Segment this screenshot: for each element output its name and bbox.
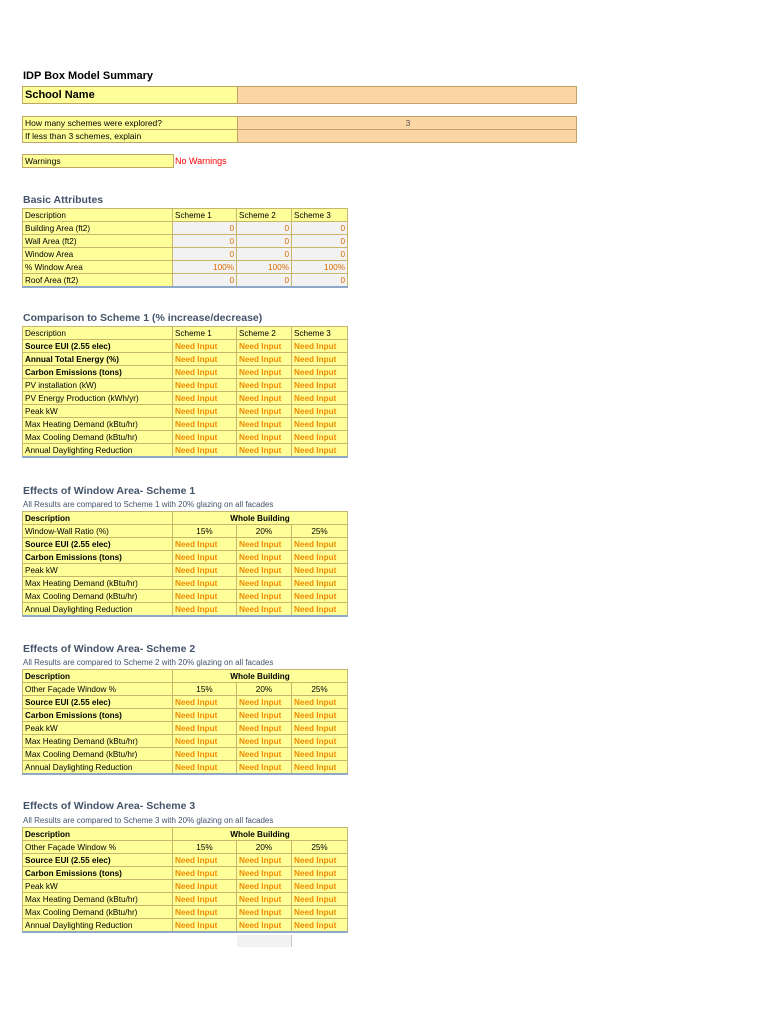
need-input-cell[interactable]: Need Input xyxy=(292,906,348,919)
need-input-cell[interactable]: Need Input xyxy=(173,551,237,564)
row-label: Carbon Emissions (tons) xyxy=(23,709,173,722)
need-input-cell[interactable]: Need Input xyxy=(237,906,292,919)
need-input-cell[interactable]: Need Input xyxy=(237,418,292,431)
need-input-cell[interactable]: Need Input xyxy=(173,538,237,551)
table-row xyxy=(23,722,348,735)
need-input-cell[interactable]: Need Input xyxy=(292,551,348,564)
table-row xyxy=(23,880,348,893)
need-input-cell[interactable]: Need Input xyxy=(237,431,292,444)
row-label: Annual Daylighting Reduction xyxy=(23,919,173,933)
value-cell[interactable]: 0 xyxy=(173,235,237,248)
need-input-cell[interactable]: Need Input xyxy=(173,880,237,893)
need-input-cell[interactable]: Need Input xyxy=(173,577,237,590)
row-label: Other Façade Window % xyxy=(23,841,173,854)
column-header: Description xyxy=(23,670,173,683)
need-input-cell[interactable]: Need Input xyxy=(173,366,237,379)
need-input-cell[interactable]: Need Input xyxy=(292,854,348,867)
need-input-cell[interactable]: Need Input xyxy=(237,735,292,748)
table-row xyxy=(23,551,348,564)
need-input-cell[interactable]: Need Input xyxy=(292,538,348,551)
table-row xyxy=(23,235,348,248)
need-input-cell[interactable]: Need Input xyxy=(173,761,237,775)
need-input-cell[interactable]: Need Input xyxy=(237,551,292,564)
need-input-cell[interactable]: Need Input xyxy=(292,340,348,353)
comparison-table xyxy=(22,326,348,458)
need-input-cell[interactable]: Need Input xyxy=(173,696,237,709)
need-input-cell[interactable]: Need Input xyxy=(237,748,292,761)
table-row xyxy=(23,379,348,392)
row-label: Annual Daylighting Reduction xyxy=(23,444,173,458)
table-row xyxy=(23,222,348,235)
table-row xyxy=(23,353,348,366)
table-row xyxy=(23,893,348,906)
row-label: Window-Wall Ratio (%) xyxy=(23,525,173,538)
need-input-cell[interactable]: Need Input xyxy=(237,603,292,617)
column-header: Description xyxy=(23,327,173,340)
row-label: Max Cooling Demand (kBtu/hr) xyxy=(23,590,173,603)
value-cell[interactable]: 0 xyxy=(292,222,348,235)
row-label: Max Cooling Demand (kBtu/hr) xyxy=(23,906,173,919)
row-label: PV installation (kW) xyxy=(23,379,173,392)
row-label: Source EUI (2.55 elec) xyxy=(23,538,173,551)
row-label: Peak kW xyxy=(23,405,173,418)
need-input-cell[interactable]: Need Input xyxy=(292,603,348,617)
row-label: Max Heating Demand (kBtu/hr) xyxy=(23,893,173,906)
page-title: IDP Box Model Summary xyxy=(23,70,153,82)
window-scheme-3-subtitle: All Results are compared to Scheme 3 with 20% glazing on all facades xyxy=(23,816,274,825)
value-cell[interactable]: 0 xyxy=(292,248,348,261)
value-cell[interactable]: 0 xyxy=(237,248,292,261)
school-name-input[interactable] xyxy=(237,86,577,104)
explain-label: If less than 3 schemes, explain xyxy=(22,129,238,143)
table-row xyxy=(23,274,348,288)
row-label: Carbon Emissions (tons) xyxy=(23,867,173,880)
value-cell[interactable]: 0 xyxy=(173,222,237,235)
need-input-cell[interactable]: Need Input xyxy=(173,590,237,603)
value-cell[interactable]: 100% xyxy=(292,261,348,274)
row-label: Building Area (ft2) xyxy=(23,222,173,235)
need-input-cell[interactable]: Need Input xyxy=(173,405,237,418)
table-row xyxy=(23,405,348,418)
value-cell[interactable]: 0 xyxy=(292,235,348,248)
row-label: Source EUI (2.55 elec) xyxy=(23,340,173,353)
need-input-cell[interactable]: Need Input xyxy=(292,379,348,392)
need-input-cell[interactable]: Need Input xyxy=(292,564,348,577)
need-input-cell[interactable]: Need Input xyxy=(237,893,292,906)
need-input-cell[interactable]: Need Input xyxy=(237,564,292,577)
table-row xyxy=(23,696,348,709)
table-row xyxy=(23,735,348,748)
need-input-cell[interactable]: Need Input xyxy=(173,893,237,906)
blank-cell xyxy=(237,935,292,947)
need-input-cell[interactable]: Need Input xyxy=(292,761,348,775)
need-input-cell[interactable]: Need Input xyxy=(292,735,348,748)
window-scheme-1-table xyxy=(22,511,348,617)
row-label: Source EUI (2.55 elec) xyxy=(23,854,173,867)
need-input-cell[interactable]: Need Input xyxy=(173,735,237,748)
need-input-cell[interactable]: Need Input xyxy=(292,590,348,603)
column-header: Description xyxy=(23,828,173,841)
window-scheme-3-title: Effects of Window Area- Scheme 3 xyxy=(23,800,196,812)
need-input-cell[interactable]: Need Input xyxy=(237,854,292,867)
value-cell[interactable]: 0 xyxy=(292,274,348,288)
table-row xyxy=(23,590,348,603)
ratio-row xyxy=(23,841,348,854)
need-input-cell[interactable]: Need Input xyxy=(292,880,348,893)
table-row xyxy=(23,919,348,933)
need-input-cell[interactable]: Need Input xyxy=(173,444,237,458)
need-input-cell[interactable]: Need Input xyxy=(292,867,348,880)
window-scheme-1-subtitle: All Results are compared to Scheme 1 with 20% glazing on all facades xyxy=(23,500,274,509)
need-input-cell[interactable]: Need Input xyxy=(292,577,348,590)
window-scheme-2-subtitle: All Results are compared to Scheme 2 with 20% glazing on all facades xyxy=(23,658,274,667)
table-header-row xyxy=(23,512,348,525)
need-input-cell[interactable]: Need Input xyxy=(237,405,292,418)
value-cell[interactable]: 0 xyxy=(173,248,237,261)
table-row xyxy=(23,261,348,274)
row-label: Peak kW xyxy=(23,880,173,893)
warnings-value: No Warnings xyxy=(175,156,227,166)
school-name-label: School Name xyxy=(22,86,238,104)
table-row xyxy=(23,340,348,353)
need-input-cell[interactable]: Need Input xyxy=(237,392,292,405)
need-input-cell[interactable]: Need Input xyxy=(292,405,348,418)
need-input-cell[interactable]: Need Input xyxy=(292,919,348,933)
need-input-cell[interactable]: Need Input xyxy=(237,444,292,458)
need-input-cell[interactable]: Need Input xyxy=(292,366,348,379)
ratio-value: 15% xyxy=(173,841,237,854)
row-label: Max Cooling Demand (kBtu/hr) xyxy=(23,431,173,444)
need-input-cell[interactable]: Need Input xyxy=(173,603,237,617)
column-header: Scheme 1 xyxy=(173,209,237,222)
row-label: Carbon Emissions (tons) xyxy=(23,366,173,379)
need-input-cell[interactable]: Need Input xyxy=(173,353,237,366)
table-header-row xyxy=(23,670,348,683)
ratio-value: 25% xyxy=(292,841,348,854)
value-cell[interactable]: 0 xyxy=(237,235,292,248)
ratio-value: 20% xyxy=(237,525,292,538)
need-input-cell[interactable]: Need Input xyxy=(173,379,237,392)
need-input-cell[interactable]: Need Input xyxy=(237,709,292,722)
ratio-value: 20% xyxy=(237,683,292,696)
value-cell[interactable]: 0 xyxy=(237,222,292,235)
table-row xyxy=(23,906,348,919)
ratio-value: 25% xyxy=(292,683,348,696)
need-input-cell[interactable]: Need Input xyxy=(173,722,237,735)
need-input-cell[interactable]: Need Input xyxy=(173,431,237,444)
need-input-cell[interactable]: Need Input xyxy=(292,431,348,444)
need-input-cell[interactable]: Need Input xyxy=(173,709,237,722)
need-input-cell[interactable]: Need Input xyxy=(237,880,292,893)
need-input-cell[interactable]: Need Input xyxy=(292,722,348,735)
need-input-cell[interactable]: Need Input xyxy=(292,748,348,761)
window-scheme-3-table xyxy=(22,827,348,933)
column-header: Description xyxy=(23,209,173,222)
column-header: Scheme 3 xyxy=(292,209,348,222)
table-row xyxy=(23,761,348,775)
need-input-cell[interactable]: Need Input xyxy=(292,444,348,458)
ratio-value: 15% xyxy=(173,683,237,696)
ratio-row xyxy=(23,683,348,696)
row-label: Carbon Emissions (tons) xyxy=(23,551,173,564)
basic-attributes-title: Basic Attributes xyxy=(23,194,104,206)
table-row xyxy=(23,444,348,458)
row-label: Roof Area (ft2) xyxy=(23,274,173,288)
value-cell[interactable]: 100% xyxy=(237,261,292,274)
need-input-cell[interactable]: Need Input xyxy=(237,761,292,775)
need-input-cell[interactable]: Need Input xyxy=(237,577,292,590)
table-row xyxy=(23,867,348,880)
need-input-cell[interactable]: Need Input xyxy=(292,893,348,906)
table-row xyxy=(23,709,348,722)
table-row xyxy=(23,748,348,761)
need-input-cell[interactable]: Need Input xyxy=(237,340,292,353)
need-input-cell[interactable]: Need Input xyxy=(237,722,292,735)
row-label: Max Heating Demand (kBtu/hr) xyxy=(23,418,173,431)
need-input-cell[interactable]: Need Input xyxy=(237,366,292,379)
column-header: Description xyxy=(23,512,173,525)
need-input-cell[interactable]: Need Input xyxy=(292,392,348,405)
need-input-cell[interactable]: Need Input xyxy=(237,538,292,551)
need-input-cell[interactable]: Need Input xyxy=(237,867,292,880)
table-row xyxy=(23,366,348,379)
need-input-cell[interactable]: Need Input xyxy=(173,867,237,880)
table-row xyxy=(23,392,348,405)
window-scheme-2-title: Effects of Window Area- Scheme 2 xyxy=(23,643,196,655)
table-row xyxy=(23,418,348,431)
row-label: Window Area xyxy=(23,248,173,261)
need-input-cell[interactable]: Need Input xyxy=(173,919,237,933)
group-header: Whole Building xyxy=(173,512,348,525)
value-cell[interactable]: 0 xyxy=(173,274,237,288)
table-row xyxy=(23,431,348,444)
need-input-cell[interactable]: Need Input xyxy=(173,854,237,867)
need-input-cell[interactable]: Need Input xyxy=(173,906,237,919)
window-scheme-1-title: Effects of Window Area- Scheme 1 xyxy=(23,485,196,497)
table-header-row xyxy=(23,209,348,222)
need-input-cell[interactable]: Need Input xyxy=(292,353,348,366)
need-input-cell[interactable]: Need Input xyxy=(173,418,237,431)
need-input-cell[interactable]: Need Input xyxy=(292,709,348,722)
need-input-cell[interactable]: Need Input xyxy=(237,919,292,933)
column-header: Scheme 2 xyxy=(237,327,292,340)
row-label: Source EUI (2.55 elec) xyxy=(23,696,173,709)
row-label: Annual Daylighting Reduction xyxy=(23,761,173,775)
ratio-value: 20% xyxy=(237,841,292,854)
need-input-cell[interactable]: Need Input xyxy=(292,696,348,709)
row-label: Wall Area (ft2) xyxy=(23,235,173,248)
ratio-value: 25% xyxy=(292,525,348,538)
group-header: Whole Building xyxy=(173,828,348,841)
value-cell[interactable]: 100% xyxy=(173,261,237,274)
row-label: Annual Daylighting Reduction xyxy=(23,603,173,617)
table-row xyxy=(23,577,348,590)
row-label: Other Façade Window % xyxy=(23,683,173,696)
table-row xyxy=(23,603,348,617)
row-label: PV Energy Production (kWh/yr) xyxy=(23,392,173,405)
need-input-cell[interactable]: Need Input xyxy=(173,392,237,405)
row-label: Annual Total Energy (%) xyxy=(23,353,173,366)
need-input-cell[interactable]: Need Input xyxy=(237,696,292,709)
table-row xyxy=(23,854,348,867)
comparison-title: Comparison to Scheme 1 (% increase/decrease) xyxy=(23,312,263,324)
schemes-count-input[interactable]: 3 xyxy=(237,116,577,130)
explain-input[interactable] xyxy=(237,129,577,143)
table-row xyxy=(23,248,348,261)
basic-attributes-table xyxy=(22,208,348,288)
need-input-cell[interactable]: Need Input xyxy=(173,564,237,577)
row-label: Peak kW xyxy=(23,722,173,735)
ratio-row xyxy=(23,525,348,538)
need-input-cell[interactable]: Need Input xyxy=(237,379,292,392)
need-input-cell[interactable]: Need Input xyxy=(292,418,348,431)
table-row xyxy=(23,564,348,577)
need-input-cell[interactable]: Need Input xyxy=(237,353,292,366)
column-header: Scheme 2 xyxy=(237,209,292,222)
column-header: Scheme 1 xyxy=(173,327,237,340)
need-input-cell[interactable]: Need Input xyxy=(237,590,292,603)
row-label: Max Cooling Demand (kBtu/hr) xyxy=(23,748,173,761)
row-label: Max Heating Demand (kBtu/hr) xyxy=(23,735,173,748)
row-label: Peak kW xyxy=(23,564,173,577)
warnings-label: Warnings xyxy=(22,154,174,168)
table-row xyxy=(23,538,348,551)
row-label: % Window Area xyxy=(23,261,173,274)
need-input-cell[interactable]: Need Input xyxy=(173,748,237,761)
cell-divider xyxy=(291,935,292,947)
value-cell[interactable]: 0 xyxy=(237,274,292,288)
column-header: Scheme 3 xyxy=(292,327,348,340)
table-header-row xyxy=(23,828,348,841)
row-label: Max Heating Demand (kBtu/hr) xyxy=(23,577,173,590)
need-input-cell[interactable]: Need Input xyxy=(173,340,237,353)
window-scheme-2-table xyxy=(22,669,348,775)
ratio-value: 15% xyxy=(173,525,237,538)
group-header: Whole Building xyxy=(173,670,348,683)
schemes-question-label: How many schemes were explored? xyxy=(22,116,238,130)
table-header-row xyxy=(23,327,348,340)
